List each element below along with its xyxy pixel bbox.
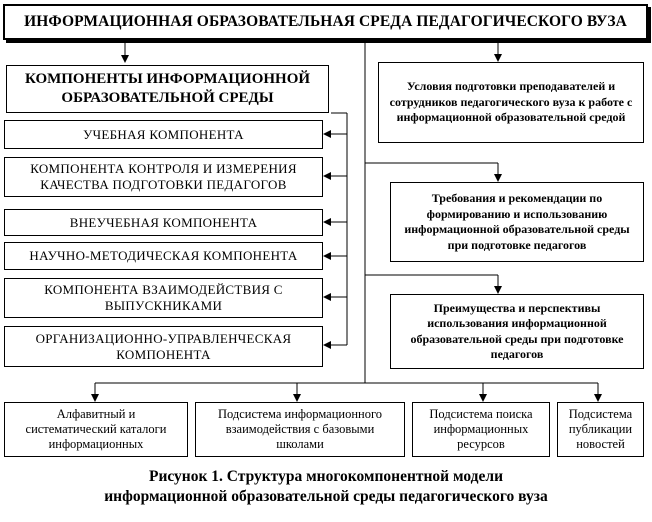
component-label: КОМПОНЕНТА ВЗАИМОДЕЙСТВИЯ С ВЫПУСКНИКАМИ	[44, 282, 283, 313]
advantages-box	[390, 294, 644, 369]
component-box-4	[4, 242, 323, 270]
top-title: ИНФОРМАЦИОННАЯ ОБРАЗОВАТЕЛЬНАЯ СРЕДА ПЕДАГОГИЧЕСКОГО ВУЗА	[24, 13, 627, 30]
subsystem-label: Подсистема публикации новостей	[568, 407, 633, 451]
subsystem-label: Алфавитный и систематический каталоги информационных	[25, 407, 167, 451]
subsystem-label: Подсистема поиска информационных ресурсов	[429, 407, 533, 451]
caption-line-1: Рисунок 1. Структура многокомпонентной модели	[148, 468, 503, 485]
requirements-text: Требования и рекомендации по формированию и использованию информационной образовательной среды при подготовке педагогов	[404, 191, 630, 252]
subsystem-label: Подсистема информационного взаимодействия с базовыми школами	[217, 407, 383, 451]
component-label: КОМПОНЕНТА КОНТРОЛЯ И ИЗМЕРЕНИЯ КАЧЕСТВА ПОДГОТОВКИ ПЕДАГОГОВ	[30, 161, 297, 192]
subsystem-box-1	[4, 402, 188, 457]
component-label: УЧЕБНАЯ КОМПОНЕНТА	[83, 126, 244, 142]
conditions-box	[378, 62, 644, 143]
component-label: НАУЧНО-МЕТОДИЧЕСКАЯ КОМПОНЕНТА	[29, 248, 298, 263]
components-title-box	[6, 65, 329, 113]
component-label: ВНЕУЧЕБНАЯ КОМПОНЕНТА	[69, 214, 258, 230]
requirements-box	[390, 182, 644, 262]
component-box-5	[4, 278, 323, 318]
component-box-6	[4, 326, 323, 367]
subsystem-box-4	[557, 402, 644, 457]
caption-line-2: информационной образовательной среды педагогического вуза	[104, 488, 548, 505]
component-box-2	[4, 157, 323, 197]
component-box-1	[4, 120, 323, 149]
components-title: КОМПОНЕНТЫ ИНФОРМАЦИОННОЙ ОБРАЗОВАТЕЛЬНОЙ СРЕДЫ	[24, 71, 311, 106]
component-label: ОРГАНИЗАЦИОННО-УПРАВЛЕНЧЕСКАЯ КОМПОНЕНТА	[35, 330, 292, 362]
subsystem-box-2	[195, 402, 405, 457]
figure-caption	[0, 467, 652, 507]
component-box-3	[4, 209, 323, 236]
conditions-text: Условия подготовки преподавателей и сотрудников педагогического вуза к работе с информационной образовательной средой	[389, 79, 633, 125]
advantages-text: Преимущества и перспективы использования информационной образовательной среды при подготовке педагогов	[410, 300, 624, 361]
top-title-box	[3, 4, 648, 40]
subsystem-box-3	[412, 402, 550, 457]
